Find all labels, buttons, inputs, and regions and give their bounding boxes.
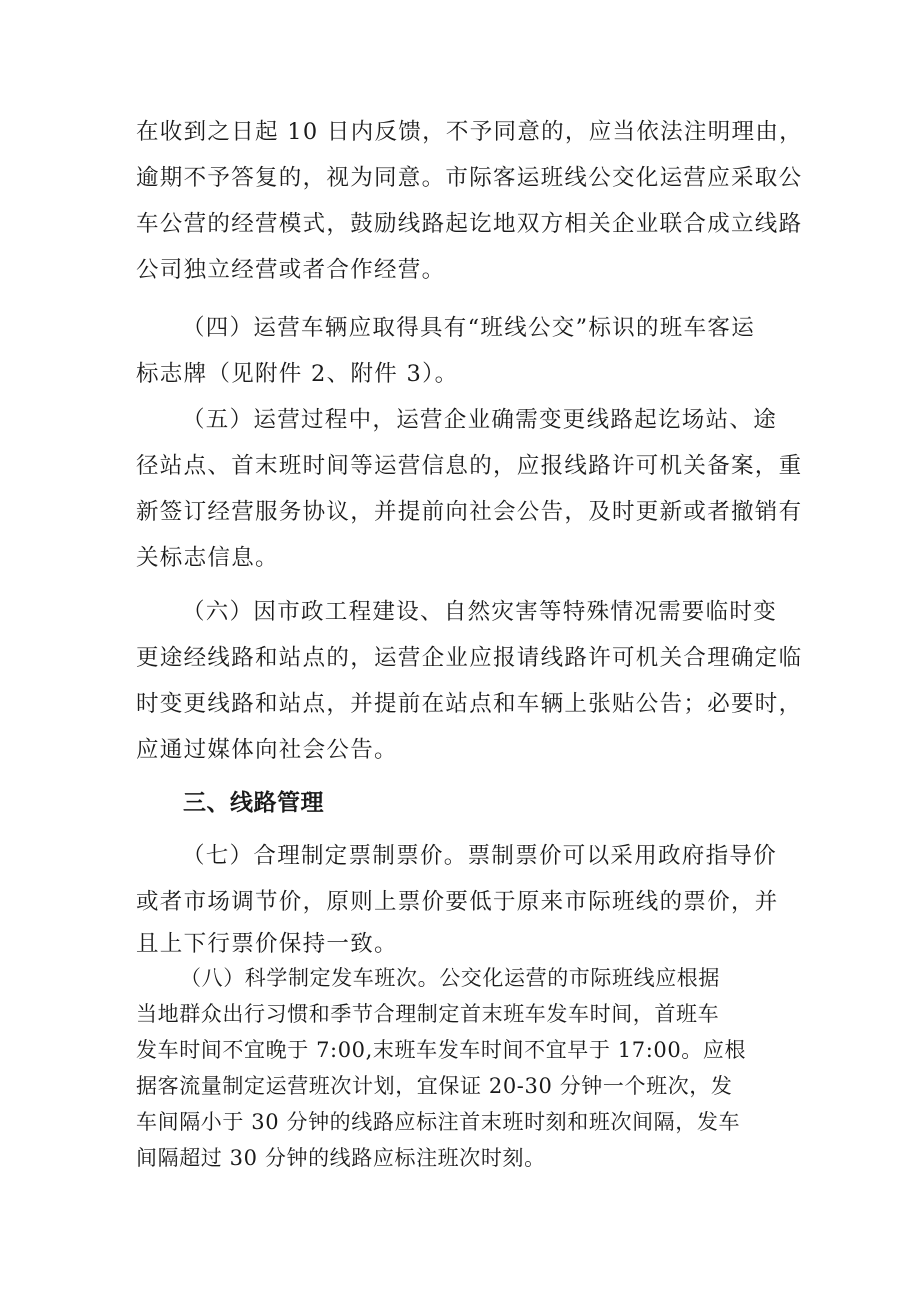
para-8-line-3: 发车时间不宜晚于 7:00,末班车发车时间不宜早于 17:00。应根 [136, 1038, 747, 1062]
para-continued-line-4: 公司独立经营或者合作经营。 [136, 257, 446, 283]
para-6-line-1: （六）因市政工程建设、自然灾害等特殊情况需要临时变 [182, 599, 778, 625]
para-4-line-2: 标志牌（见附件 2、附件 3）。 [136, 361, 459, 387]
para-continued-line-2: 逾期不予答复的，视为同意。市际客运班线公交化运营应采取公 [136, 165, 803, 191]
para-5-line-1: （五）运营过程中，运营企业确需变更线路起讫场站、途 [182, 407, 778, 433]
para-continued-line-1: 在收到之日起 10 日内反馈，不予同意的，应当依法注明理由， [136, 119, 803, 145]
para-8-line-4: 据客流量制定运营班次计划，宜保证 20-30 分钟一个班次，发 [136, 1074, 733, 1098]
para-5-line-4: 关标志信息。 [136, 545, 279, 571]
para-8-line-6: 间隔超过 30 分钟的线路应标注班次时刻。 [136, 1146, 546, 1170]
section-heading: 三、线路管理 [183, 790, 324, 816]
para-7-line-3: 且上下行票价保持一致。 [136, 931, 398, 957]
para-6-line-4: 应通过媒体向社会公告。 [136, 737, 398, 763]
para-6-line-2: 更途经线路和站点的，运营企业应报请线路许可机关合理确定临 [136, 645, 803, 671]
para-4-line-1: （四）运营车辆应取得具有“班线公交”标识的班车客运 [182, 315, 756, 341]
para-7-line-1: （七）合理制定票制票价。票制票价可以采用政府指导价 [182, 843, 778, 869]
para-5-line-2: 径站点、首末班时间等运营信息的，应报线路许可机关备案，重 [136, 453, 803, 479]
para-8-line-2: 当地群众出行习惯和季节合理制定首末班车发车时间，首班车 [136, 1002, 720, 1026]
para-7-line-2: 或者市场调节价，原则上票价要低于原来市际班线的票价，并 [136, 889, 779, 915]
para-8-line-5: 车间隔小于 30 分钟的线路应标注首末班时刻和班次间隔，发车 [136, 1110, 741, 1134]
para-8-line-1: （八）科学制定发车班次。公交化运营的市际班线应根据 [180, 966, 720, 990]
para-5-line-3: 新签订经营服务协议，并提前向社会公告，及时更新或者撤销有 [136, 499, 803, 525]
para-continued-line-3: 车公营的经营模式，鼓励线路起讫地双方相关企业联合成立线路 [136, 211, 803, 237]
para-6-line-3: 时变更线路和站点，并提前在站点和车辆上张贴公告；必要时， [136, 691, 803, 717]
